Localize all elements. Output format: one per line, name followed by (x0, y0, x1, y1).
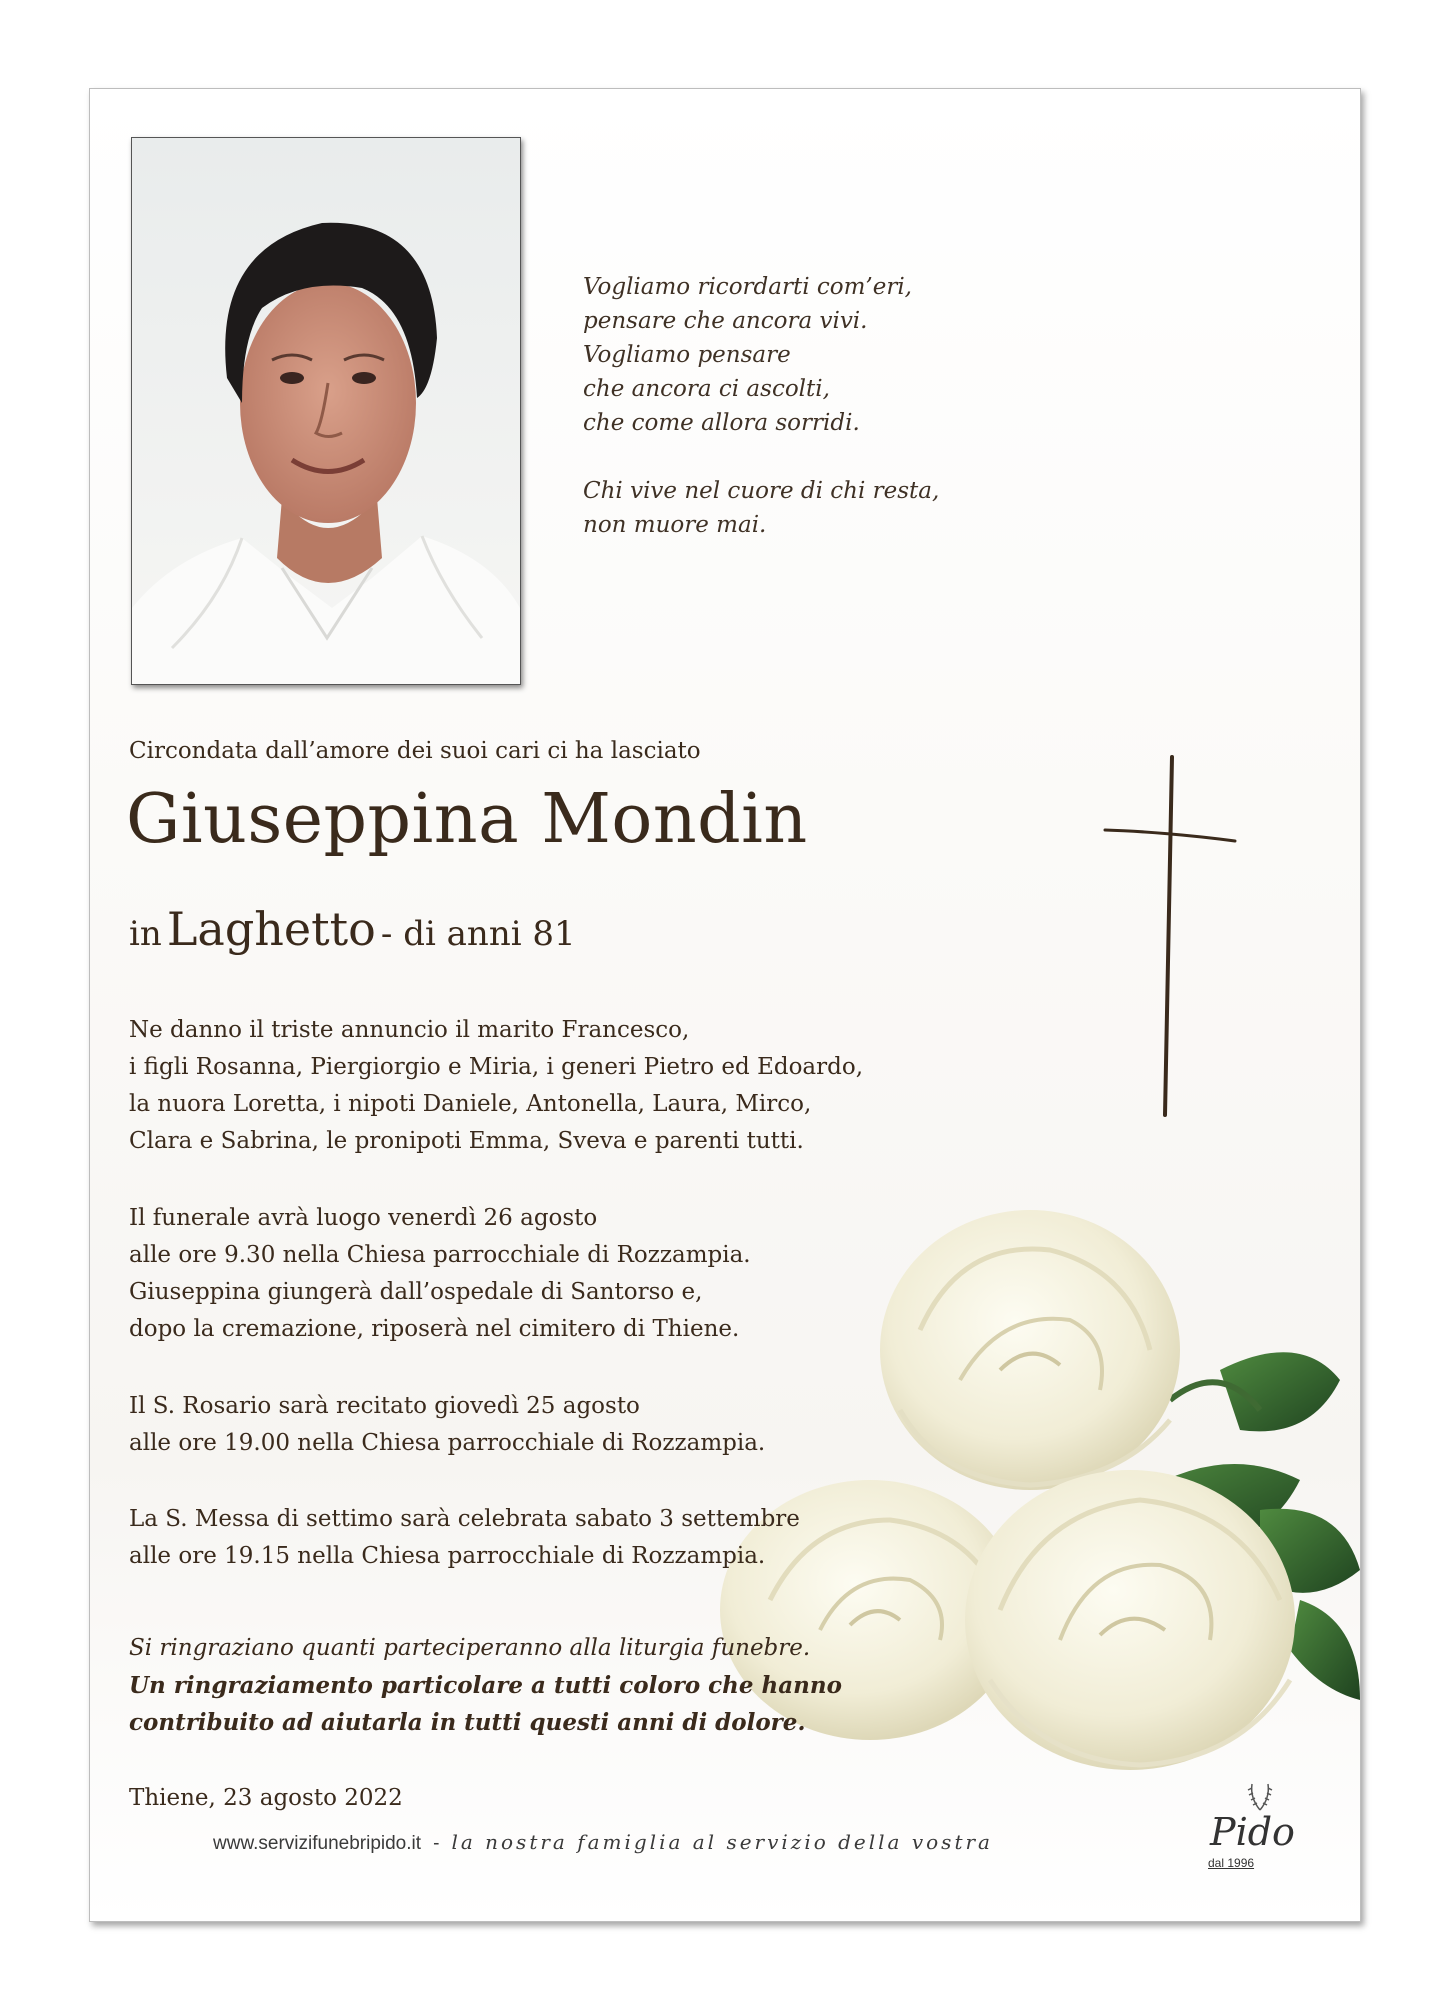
mass-line: La S. Messa di settimo sarà celebrata sabato 3 settembre (129, 1506, 800, 1532)
footer-separator: - (433, 1833, 440, 1854)
portrait-photo (131, 137, 521, 685)
thanks-paragraph (129, 1630, 842, 1741)
footer-motto: la nostra famiglia al servizio della vostra (451, 1830, 993, 1854)
funeral-line: alle ore 9.30 nella Chiesa parrocchiale di Rozzampia. (129, 1242, 751, 1268)
poem-stanza-1 (583, 270, 1143, 440)
intro-text: Circondata dall’amore dei suoi cari ci ha lasciato (129, 738, 701, 764)
mass-paragraph (129, 1501, 800, 1575)
thanks-line-bold: Un ringraziamento particolare a tutti coloro che hanno (129, 1672, 842, 1699)
age-text: - di anni 81 (380, 914, 576, 954)
thanks-line-bold: contribuito ad aiutarla in tutti questi anni di dolore. (129, 1709, 806, 1736)
poem-stanza-2 (583, 474, 1143, 542)
date-place: Thiene, 23 agosto 2022 (129, 1785, 403, 1811)
rosary-line: Il S. Rosario sarà recitato giovedì 25 agosto (129, 1393, 640, 1419)
mass-line: alle ore 19.15 nella Chiesa parrocchiale di Rozzampia. (129, 1543, 766, 1569)
married-prefix: in (129, 914, 162, 954)
memorial-poem (583, 270, 1143, 576)
poem-line: Vogliamo pensare (583, 342, 791, 368)
married-name-line (129, 902, 576, 956)
poem-line: che ancora ci ascolti, (583, 376, 830, 402)
married-surname: Laghetto (166, 902, 376, 956)
website-link[interactable]: www.servizifunebripido.it (213, 1833, 422, 1854)
announcement-line: Ne danno il triste annuncio il marito Francesco, (129, 1017, 690, 1043)
announcement-paragraph (129, 1012, 863, 1160)
announcement-line: i figli Rosanna, Piergiorgio e Miria, i generi Pietro ed Edoardo, (129, 1054, 864, 1080)
announcement-line: Clara e Sabrina, le pronipoti Emma, Sveva e parenti tutti. (129, 1128, 804, 1154)
funeral-line: Il funerale avrà luogo venerdì 26 agosto (129, 1205, 598, 1231)
footer (213, 1830, 993, 1855)
poem-line: non muore mai. (583, 512, 767, 538)
logo-since: dal 1996 (1208, 1856, 1255, 1870)
poem-line: Vogliamo ricordarti com’eri, (583, 274, 912, 300)
thanks-line: Si ringraziano quanti parteciperanno alla liturgia funebre. (129, 1635, 811, 1661)
rosary-paragraph (129, 1388, 765, 1462)
funeral-paragraph (129, 1200, 751, 1348)
funeral-line: dopo la cremazione, riposerà nel cimitero di Thiene. (129, 1316, 740, 1342)
rosary-line: alle ore 19.00 nella Chiesa parrocchiale di Rozzampia. (129, 1430, 766, 1456)
funeral-line: Giuseppina giungerà dall’ospedale di Santorso e, (129, 1279, 703, 1305)
poem-line: che come allora sorridi. (583, 410, 860, 436)
cross-icon (1100, 755, 1240, 1129)
poem-line: pensare che ancora vivi. (583, 308, 868, 334)
deceased-name: Giuseppina Mondin (126, 780, 808, 859)
announcement-line: la nuora Loretta, i nipoti Daniele, Antonella, Laura, Mirco, (129, 1091, 812, 1117)
poem-line: Chi vive nel cuore di chi resta, (583, 478, 940, 504)
logo-wordmark: Pido (1210, 1810, 1295, 1854)
